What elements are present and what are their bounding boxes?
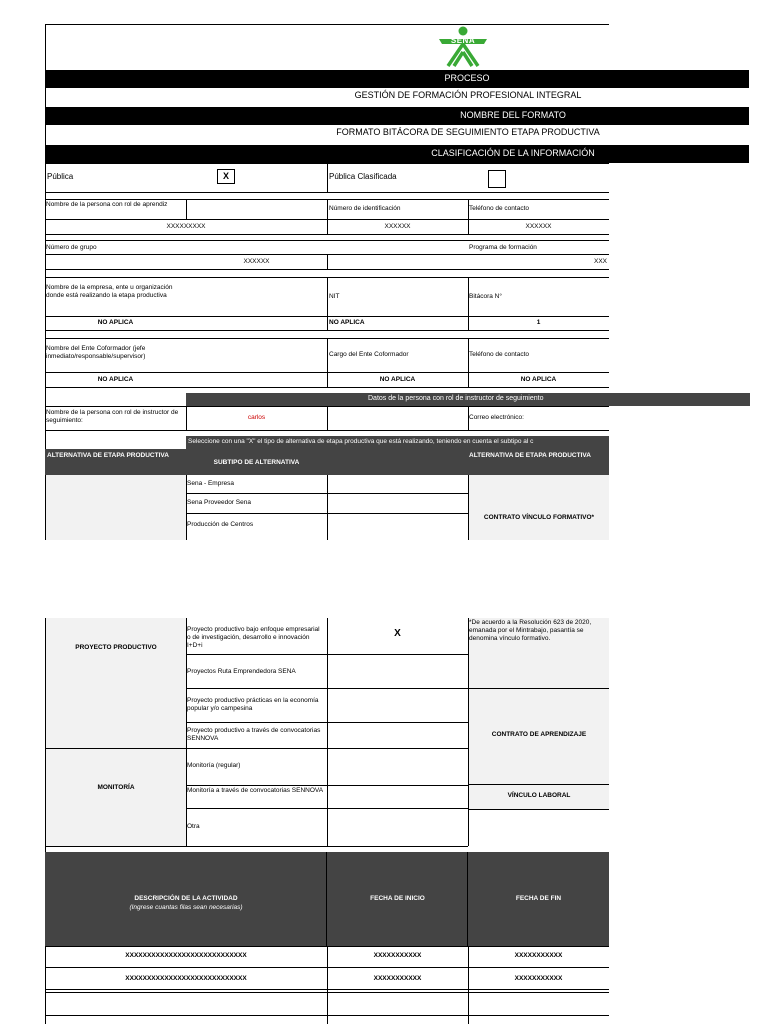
line [45,192,609,193]
programa-value[interactable]: XXX [594,258,608,265]
instructor-nombre-value[interactable]: carlos [247,414,266,421]
alt-right-block [469,475,609,540]
monitoria-block [46,749,186,846]
line [45,330,609,331]
line [45,316,609,317]
nota: *De acuerdo a la Resolución 623 de 2020, emanada por el Mintrabajo, pasantía se denomina vínculo formativo. [469,619,592,642]
proceso-bar [45,70,749,88]
line [45,269,609,270]
line [327,254,328,269]
line [186,785,468,786]
row-inicio[interactable]: XXXXXXXXXXX [373,952,422,959]
line [327,493,468,494]
sub-pp-practicas: Proyecto productivo prácticas en la economía popular y/o campesina [187,697,319,712]
clasif-label: CLASIFICACIÓN DE LA INFORMACIÓN [431,148,595,158]
programa-label: Programa de formación [469,244,537,251]
alternativas-header [45,449,609,475]
row-inicio[interactable]: XXXXXXXXXXX [373,975,422,982]
line [45,219,609,220]
proceso-label: PROCESO [444,73,490,83]
line [45,387,609,388]
row-desc[interactable]: XXXXXXXXXXXXXXXXXXXXXXXXXXXX [125,975,247,982]
frame-top [45,24,609,25]
line [186,722,468,723]
sub-otra: Otra [187,823,200,830]
col-descripcion: DESCRIPCIÓN DE LA ACTIVIDAD [134,895,238,902]
sub-monitoria-sennova: Monitoría a través de convocatorias SENNOVA [187,787,324,794]
coformador-nombre-value[interactable]: NO APLICA [97,376,134,383]
publica-clasificada-checkbox[interactable] [488,170,506,188]
line [327,475,328,540]
line [327,513,468,514]
proyecto-productivo: PROYECTO PRODUCTIVO [75,644,157,651]
row-fin[interactable]: XXXXXXXXXXX [514,952,563,959]
aprendiz-nombre-label: Nombre de la persona con rol de aprendiz [46,201,168,208]
aprendiz-nombre-value[interactable]: XXXXXXXXX [166,223,206,230]
col-fin: FECHA DE FIN [515,895,562,902]
sub-sena-proveedor: Sena Proveedor Sena [187,499,251,506]
line [186,808,468,809]
proceso-value: GESTIÓN DE FORMACIÓN PROFESIONAL INTEGRAL [354,90,582,100]
bitacora-label: Bitácora N° [469,293,502,300]
empresa-nombre-label: Nombre de la empresa, ente u organización donde está realizando la etapa productiva [46,284,173,299]
sub-pp-enfoque-mark[interactable]: X [394,628,401,639]
line [327,406,328,430]
line [468,809,609,810]
col-descripcion-note: (Ingrese cuantas filas sean necesarias) [129,904,243,911]
instructor-nombre-label: Nombre de la persona con rol de instructor de seguimiento: [46,409,179,424]
line [186,493,327,494]
instructor-section-title: Datos de la persona con rol de instructor de seguimiento [368,395,544,402]
aprendiz-id-label: Número de identificación [329,205,401,212]
coformador-cargo-label: Cargo del Ente Coformador [329,351,409,358]
sub-pp-enfoque: Proyecto productivo bajo enfoque empresarial o de investigación, desarrollo e innovación I+D+i [187,626,320,649]
publica-label: Pública [47,172,74,181]
sena-logo [434,26,492,70]
proyecto-block [46,618,186,748]
nit-value[interactable]: NO APLICA [329,319,365,326]
publica-clasificada-label: Pública Clasificada [329,172,397,181]
coformador-tel-label: Teléfono de contacto [469,351,529,358]
line [327,618,328,846]
sub-produccion: Producción de Centros [187,521,254,528]
line [186,199,187,219]
line [186,513,327,514]
sub-pp-sennova: Proyecto productivo a través de convocatorias SENNOVA [187,727,321,742]
grupo-label: Número de grupo [46,244,97,251]
row-fin[interactable]: XXXXXXXXXXX [514,975,563,982]
monitoria: MONITORÍA [97,784,135,791]
row-desc[interactable]: XXXXXXXXXXXXXXXXXXXXXXXXXXXX [125,952,247,959]
col-alternativa-right: ALTERNATIVA DE ETAPA PRODUCTIVA [469,452,591,459]
aprendiz-tel-value[interactable]: XXXXXX [525,223,552,230]
formato-bar [45,107,749,125]
alternativas-instruction: Seleccione con una "X" el tipo de alternativa de etapa productiva que está realizando, teniendo en cuenta el subtipo al c [188,438,534,445]
vinculo-laboral: VÍNCULO LABORAL [507,792,571,799]
formato-value: FORMATO BITÁCORA DE SEGUIMIENTO ETAPA PRODUCTIVA [336,127,600,137]
instructor-section-bar [186,393,750,406]
bitacora-value[interactable]: 1 [536,319,541,326]
line [327,946,328,1024]
line [45,372,609,373]
sub-pp-ruta: Proyectos Ruta Emprendedora SENA [187,668,296,675]
line [45,846,468,847]
sena-logo-icon [434,26,492,70]
line [45,234,609,235]
actividades-header [45,852,609,946]
alternativas-instruction-bar [186,436,609,449]
formato-label: NOMBRE DEL FORMATO [460,110,566,120]
nit-label: NIT [329,293,340,300]
line [468,946,469,1024]
line [45,240,609,241]
col-inicio: FECHA DE INICIO [370,895,425,902]
empresa-nombre-value[interactable]: NO APLICA [97,319,134,326]
instructor-correo-label: Correo electrónico: [469,414,524,421]
publica-checkbox[interactable]: X [217,169,235,184]
contrato-aprendizaje: CONTRATO DE APRENDIZAJE [491,731,587,738]
coformador-tel-value[interactable]: NO APLICA [520,376,557,383]
line [327,163,328,192]
line [186,688,468,689]
alt-left-block [46,475,186,540]
aprendiz-id-value[interactable]: XXXXXX [384,223,411,230]
col-subtipo: SUBTIPO DE ALTERNATIVA [213,459,300,466]
aprendiz-tel-label: Teléfono de contacto [469,205,529,212]
clasif-bar [45,145,749,163]
grupo-value[interactable]: XXXXXX [243,258,270,265]
col-alternativa: ALTERNATIVA DE ETAPA PRODUCTIVA [47,452,169,459]
sub-sena-empresa: Sena - Empresa [187,480,234,487]
coformador-cargo-value[interactable]: NO APLICA [379,376,416,383]
line [327,277,328,330]
contrato-vinculo: CONTRATO VÍNCULO FORMATIVO* [483,514,595,521]
sub-monitoria-regular: Monitoría (regular) [187,762,241,769]
line [186,654,468,655]
sena-logo-text: SENA [450,36,476,45]
coformador-nombre-label: Nombre del Ente Coformador (jefe inmediato/responsable/supervisor) [46,345,146,360]
line [45,430,609,431]
